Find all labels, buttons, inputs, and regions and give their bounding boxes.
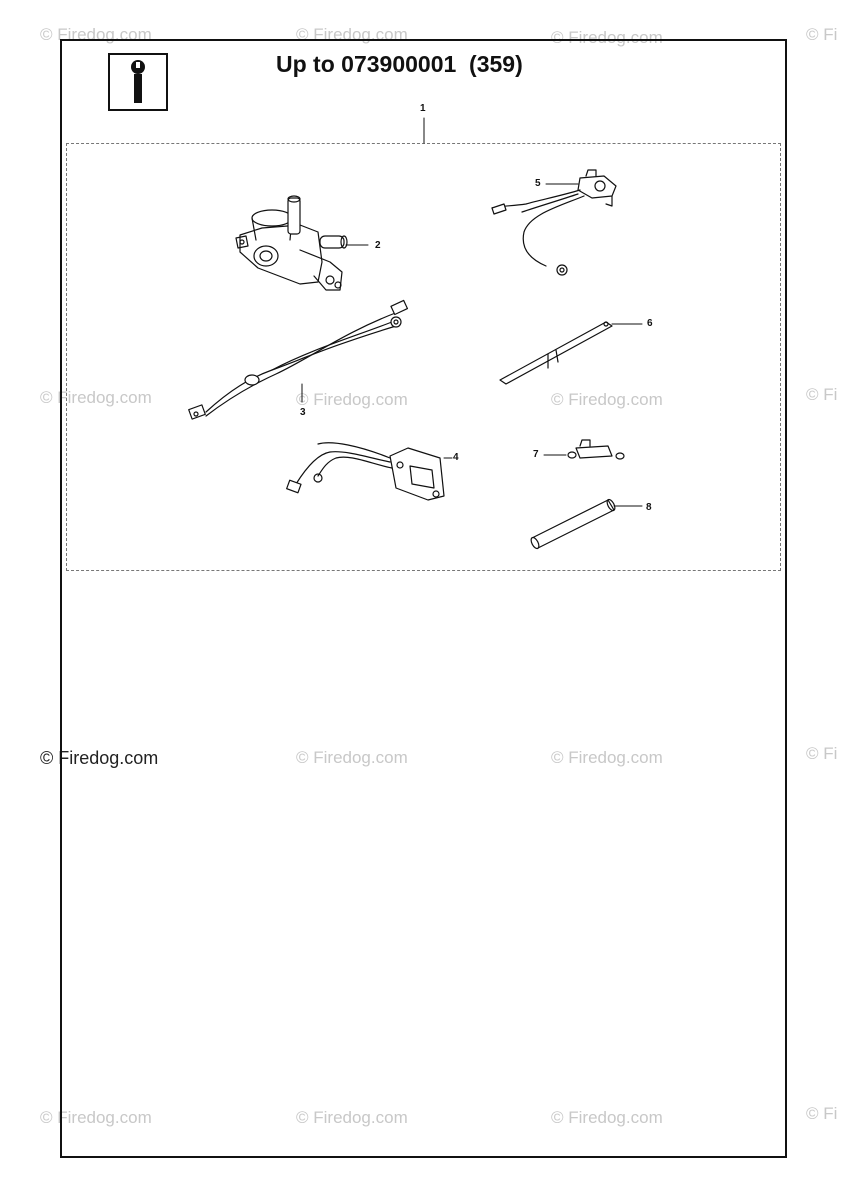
wire-harness-icon: [189, 300, 408, 419]
watermark: © Fi: [806, 744, 838, 763]
watermark: © Firedog.com: [296, 748, 408, 767]
watermark: © Fi: [806, 25, 838, 44]
watermark: © Fi: [806, 385, 838, 404]
watermark: © Firedog.com: [551, 390, 663, 409]
rod-icon: [500, 322, 642, 384]
page-title: Up to 073900001 (359): [276, 51, 523, 77]
watermark: © Firedog.com: [296, 1108, 408, 1127]
watermark: © Firedog.com: [551, 748, 663, 767]
gasket-with-wires-icon: [287, 443, 452, 500]
clip-icon: [544, 440, 624, 459]
callout-4: 4: [453, 452, 459, 463]
watermark: © Firedog.com: [40, 388, 152, 407]
watermark: © Firedog.com: [296, 25, 408, 44]
watermark-dark: © Firedog.com: [40, 748, 159, 768]
carburetor-icon: [236, 196, 368, 290]
callout-5: 5: [535, 178, 541, 189]
callout-7: 7: [533, 449, 539, 460]
watermark: © Fi: [806, 1104, 838, 1123]
watermark: © Firedog.com: [551, 1108, 663, 1127]
callout-2: 2: [375, 240, 381, 251]
watermark: © Firedog.com: [551, 28, 663, 47]
tube-icon: [530, 498, 642, 549]
watermark: © Firedog.com: [40, 1108, 152, 1127]
callout-8: 8: [646, 502, 652, 513]
callout-3: 3: [300, 407, 306, 418]
callout-6: 6: [647, 318, 653, 329]
switch-with-cable-icon: [492, 170, 616, 275]
callout-1: 1: [420, 103, 426, 114]
watermark: © Firedog.com: [40, 25, 152, 44]
watermark: © Firedog.com: [296, 390, 408, 409]
